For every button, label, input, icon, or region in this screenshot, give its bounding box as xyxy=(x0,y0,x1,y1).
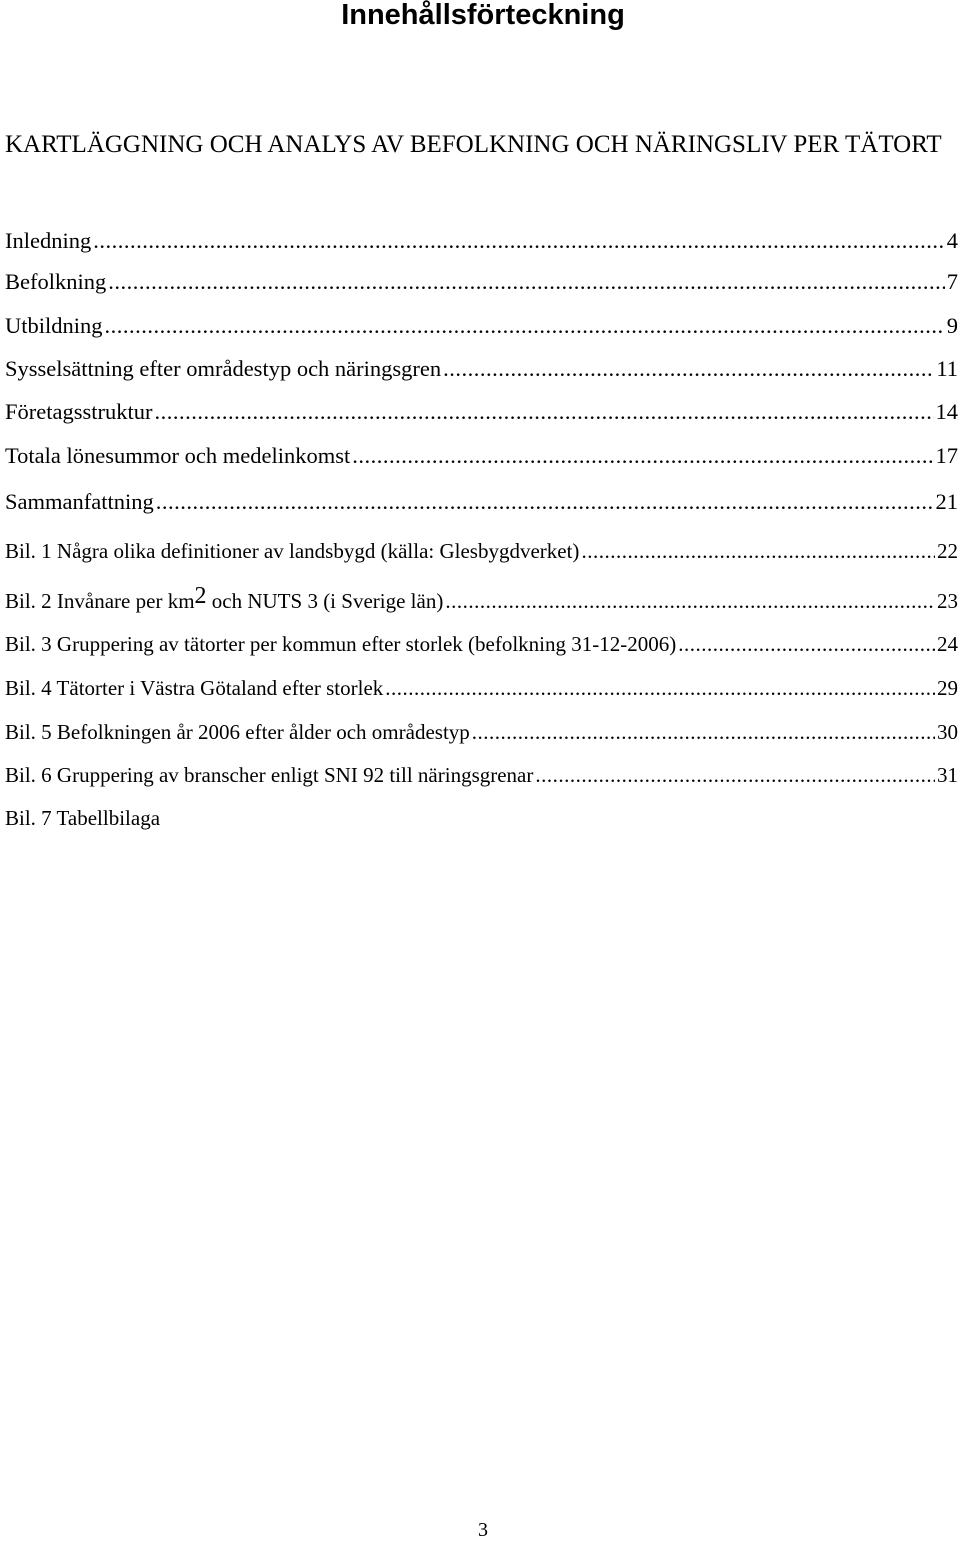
toc-entry-page: 4 xyxy=(946,228,958,253)
toc-entry-page: 24 xyxy=(937,632,958,656)
section-heading: KARTLÄGGNING OCH ANALYS AV BEFOLKNING OCH NÄRINGSLIV PER TÄTORT xyxy=(5,131,942,158)
toc-entry-label: Bil. 6 Gruppering av branscher enligt SNI 92 till näringsgrenar xyxy=(5,763,534,787)
toc-entry-label: Sysselsättning efter områdestyp och näringsgren xyxy=(5,356,442,381)
toc-dot-leader xyxy=(385,672,935,704)
toc-entry-page: 17 xyxy=(935,443,958,468)
toc-entry-bil-4[interactable] xyxy=(5,672,960,704)
toc-dot-leader xyxy=(535,759,935,791)
toc-dot-leader xyxy=(108,266,945,298)
toc-entry-page: 21 xyxy=(935,489,958,514)
toc-dot-leader xyxy=(445,585,935,617)
toc-entry-sammanfattning[interactable] xyxy=(5,486,960,518)
toc-entry-label: Inledning xyxy=(5,228,92,253)
toc-entry-page: 9 xyxy=(946,313,958,338)
toc-entry-page: 29 xyxy=(937,676,958,700)
toc-entry-label: Utbildning xyxy=(5,313,103,338)
toc-dot-leader xyxy=(581,535,935,567)
toc-entry-label: Bil. 5 Befolkningen år 2006 efter ålder och områdestyp xyxy=(5,720,470,744)
toc-entry-page: 11 xyxy=(936,356,958,381)
toc-entry-befolkning[interactable] xyxy=(5,266,960,298)
toc-dot-leader xyxy=(472,716,935,748)
toc-entry-page: 23 xyxy=(937,589,958,613)
toc-entry-inledning[interactable] xyxy=(5,225,960,257)
page-title: Innehållsförteckning xyxy=(341,0,625,31)
toc-dot-leader xyxy=(93,225,945,257)
toc-entry-page: 22 xyxy=(937,539,958,563)
toc-entry-page: 30 xyxy=(937,720,958,744)
toc-dot-leader xyxy=(352,440,933,472)
toc-entry-bil-6[interactable] xyxy=(5,759,960,791)
toc-dot-leader xyxy=(678,628,935,660)
toc-entry-label-before: Bil. 2 Invånare per km xyxy=(5,589,195,613)
toc-entry-page: 14 xyxy=(935,399,958,424)
toc-dot-leader xyxy=(443,353,934,385)
toc-entry-label: Befolkning xyxy=(5,269,107,294)
toc-entry-sysselsattning[interactable] xyxy=(5,353,960,385)
toc-entry-label xyxy=(5,585,443,617)
page-number: 3 xyxy=(478,1519,488,1541)
toc-entry-bil-1[interactable] xyxy=(5,535,960,567)
toc-entry-label: Totala lönesummor och medelinkomst xyxy=(5,443,351,468)
toc-entry-page: 31 xyxy=(937,763,958,787)
toc-entry-label: Bil. 7 Tabellbilaga xyxy=(5,806,161,830)
toc-dot-leader xyxy=(154,396,933,428)
toc-dot-leader xyxy=(156,486,934,518)
toc-entry-bil-5[interactable] xyxy=(5,716,960,748)
superscript-exponent: 2 xyxy=(194,583,207,609)
toc-entry-label: Bil. 3 Gruppering av tätorter per kommun efter storlek (befolkning 31-12-2006) xyxy=(5,632,677,656)
toc-entry-page: 7 xyxy=(946,269,958,294)
toc-entry-bil-2[interactable] xyxy=(5,585,960,617)
toc-entry-bil-3[interactable] xyxy=(5,628,960,660)
toc-entry-label: Företagsstruktur xyxy=(5,399,153,424)
toc-entry-label: Sammanfattning xyxy=(5,489,154,514)
toc-entry-bil-7[interactable] xyxy=(5,802,960,834)
toc-entry-foretagsstruktur[interactable] xyxy=(5,396,960,428)
toc-entry-label-after: och NUTS 3 (i Sverige län) xyxy=(206,589,444,613)
toc-entry-label: Bil. 4 Tätorter i Västra Götaland efter storlek xyxy=(5,676,384,700)
toc-entry-label: Bil. 1 Några olika definitioner av landsbygd (källa: Glesbygdverket) xyxy=(5,539,580,563)
toc-entry-lonesummor[interactable] xyxy=(5,440,960,472)
toc-entry-utbildning[interactable] xyxy=(5,310,960,342)
toc-dot-leader xyxy=(105,310,945,342)
